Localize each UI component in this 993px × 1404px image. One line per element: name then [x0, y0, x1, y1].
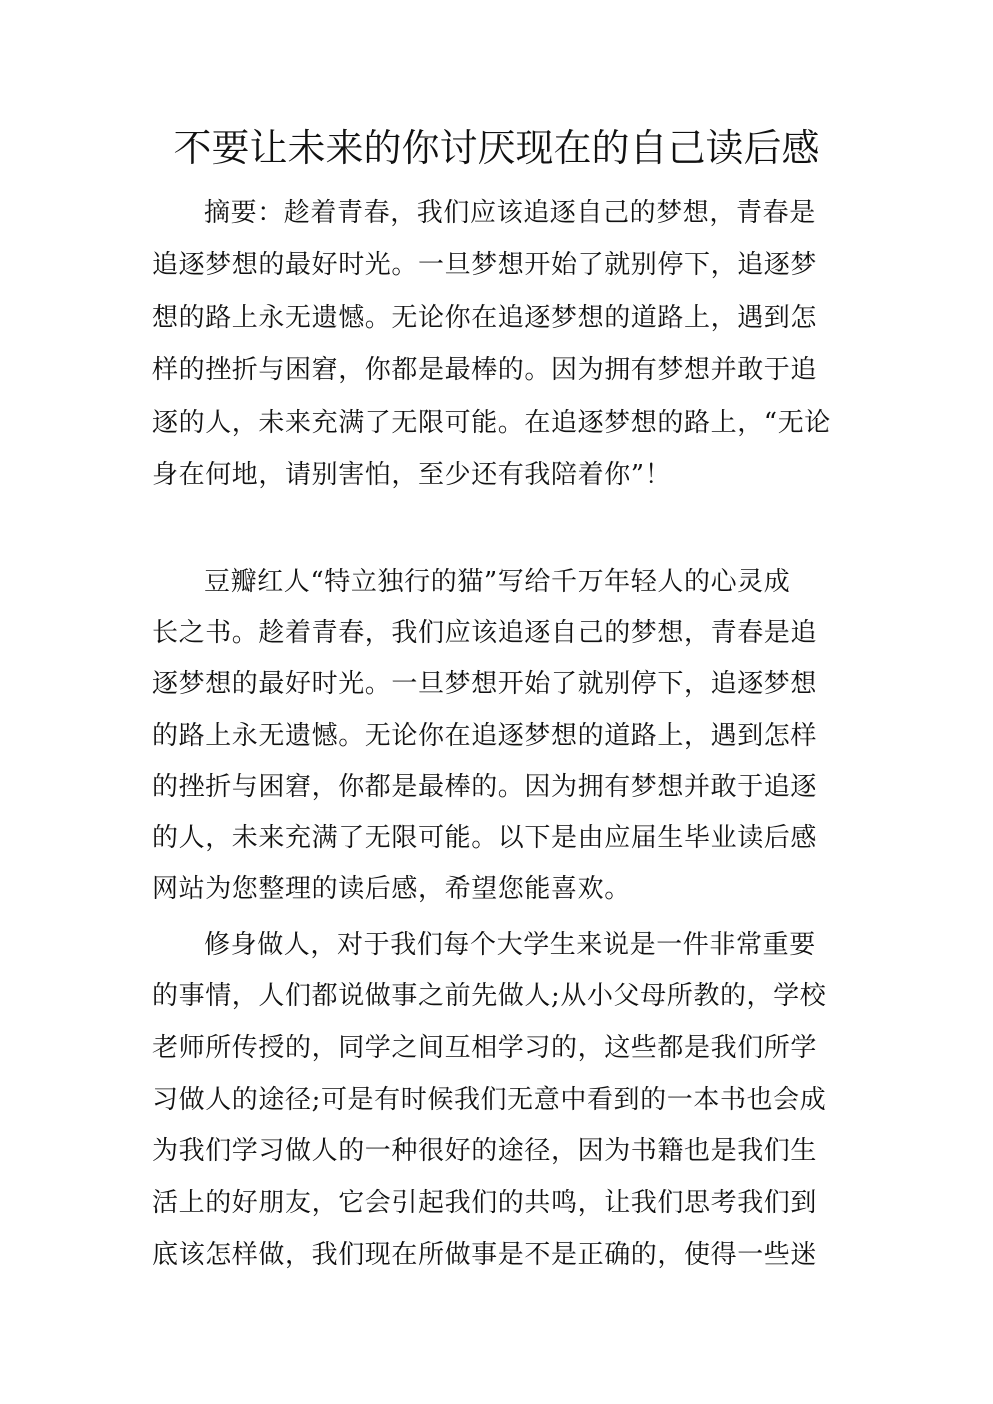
paragraph-2-line-5: 的挫折与困窘，你都是最棒的。因为拥有梦想并敢于追逐: [152, 772, 818, 802]
paragraph-2-line-6: 的人，未来充满了无限可能。以下是由应届生毕业读后感: [152, 823, 818, 853]
paragraph-1-line-2: 追逐梦想的最好时光。一旦梦想开始了就别停下，追逐梦: [152, 250, 818, 280]
paragraph-2-line-1: 豆瓣红人“特立独行的猫”写给千万年轻人的心灵成: [204, 567, 791, 597]
paragraph-2-line-7: 网站为您整理的读后感，希望您能喜欢。: [152, 874, 631, 904]
paragraph-3-line-6: 活上的好朋友，它会引起我们的共鸣，让我们思考我们到: [152, 1188, 818, 1218]
document-title: 不要让未来的你讨厌现在的自己读后感: [173, 126, 820, 170]
paragraph-2-line-2: 长之书。趁着青春，我们应该追逐自己的梦想，青春是追: [152, 618, 818, 648]
paragraph-3-line-5: 为我们学习做人的一种很好的途径，因为书籍也是我们生: [152, 1136, 818, 1166]
paragraph-3-line-4: 习做人的途径;可是有时候我们无意中看到的一本书也会成: [152, 1085, 827, 1115]
paragraph-3-line-1: 修身做人，对于我们每个大学生来说是一件非常重要: [204, 930, 816, 960]
paragraph-1-line-5: 逐的人，未来充满了无限可能。在追逐梦想的路上，“无论: [152, 408, 831, 438]
paragraph-2-line-4: 的路上永无遗憾。无论你在追逐梦想的道路上，遇到怎样: [152, 721, 818, 751]
paragraph-1-line-6: 身在何地，请别害怕，至少还有我陪着你”！: [152, 460, 672, 490]
paragraph-1-line-3: 想的路上永无遗憾。无论你在追逐梦想的道路上，遇到怎: [152, 303, 818, 333]
paragraph-3-line-2: 的事情，人们都说做事之前先做人;从小父母所教的，学校: [152, 981, 827, 1011]
paragraph-3-line-3: 老师所传授的，同学之间互相学习的，这些都是我们所学: [152, 1033, 818, 1063]
paragraph-1-line-4: 样的挫折与困窘，你都是最棒的。因为拥有梦想并敢于追: [152, 355, 818, 385]
paragraph-1-line-1: 摘要：趁着青春，我们应该追逐自己的梦想，青春是: [204, 198, 816, 228]
paragraph-3-line-7: 底该怎样做，我们现在所做事是不是正确的，使得一些迷: [152, 1240, 818, 1270]
paragraph-2-line-3: 逐梦想的最好时光。一旦梦想开始了就别停下，追逐梦想: [152, 669, 818, 699]
